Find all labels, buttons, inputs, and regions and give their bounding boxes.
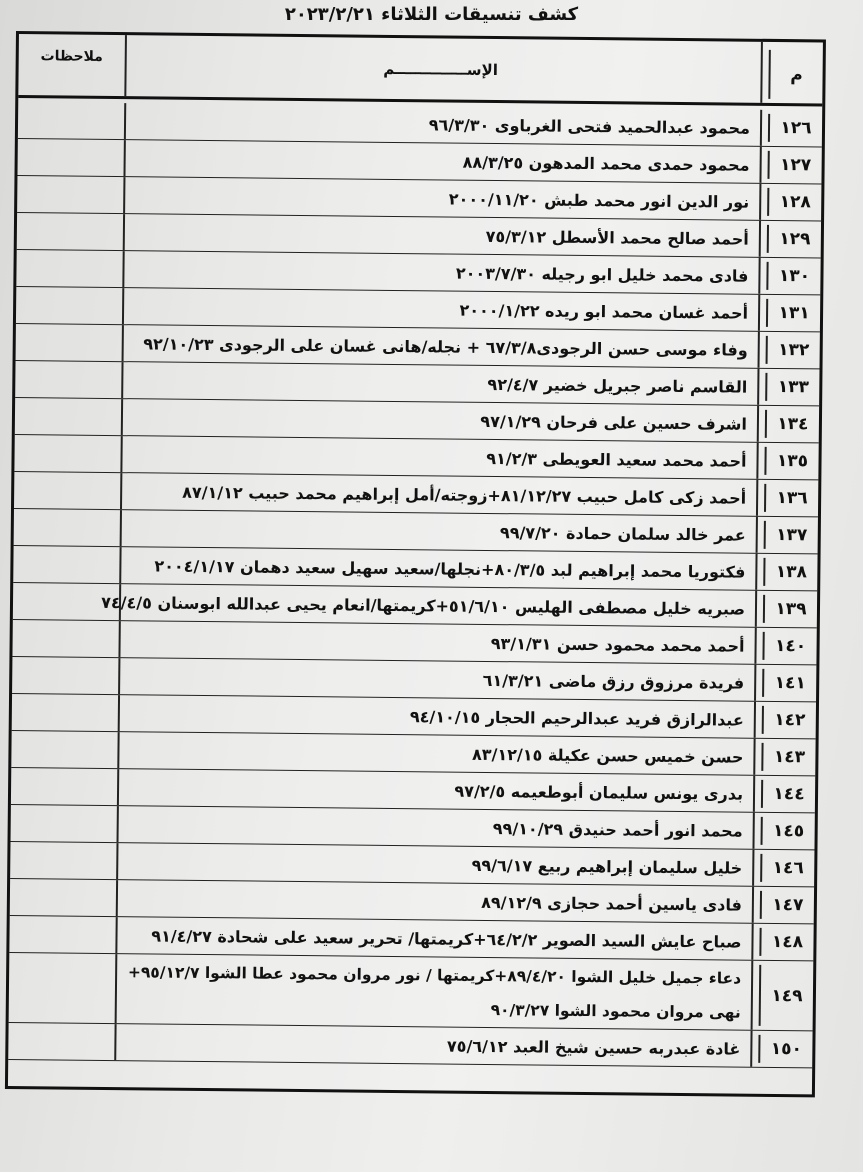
- row-notes-cell: [17, 139, 125, 176]
- header-number: م: [768, 50, 823, 100]
- row-name-cell: [101, 584, 757, 627]
- row-notes-cell: [10, 879, 118, 916]
- row-notes-cell: [14, 435, 122, 472]
- row-notes-cell: [16, 287, 124, 324]
- header-notes-cell: [18, 34, 127, 96]
- row-number-cell: [753, 924, 813, 961]
- row-name-cell: [121, 547, 757, 590]
- row-name: محمود حمدى محمد المدهون ٨٨/٣/٢٥: [462, 152, 750, 175]
- row-number-cell: [762, 110, 822, 147]
- header-name: الإســــــــــــــم: [383, 59, 499, 80]
- row-notes-cell: [11, 731, 119, 768]
- row-number-cell: [753, 961, 814, 1031]
- row-notes-cell: [16, 324, 124, 361]
- row-name-cell: [123, 362, 759, 405]
- row-notes-cell: [11, 805, 119, 842]
- table-header-row: [18, 34, 823, 106]
- row-number-cell: [759, 406, 819, 443]
- header-name-cell: [126, 35, 763, 103]
- row-name-cell: [119, 769, 755, 812]
- row-number: ١٣٨: [763, 558, 817, 587]
- row-name-cell: [122, 473, 758, 516]
- row-number: ١٢٧: [767, 151, 821, 180]
- row-name: أحمد زكى كامل حبيب ٨١/١٢/٢٧+زوجته/أمل إبراهيم محمد حبيب ٨٧/١/١٢: [182, 482, 747, 508]
- row-name-cell: [125, 140, 761, 183]
- row-notes-cell: [12, 657, 120, 694]
- row-name: فادى ياسين أحمد حجازى ٨٩/١٢/٩: [481, 892, 742, 915]
- row-name-cell: [126, 103, 762, 146]
- document-title: كشف تنسيقات الثلاثاء ٢٠٢٣/٢/٢١: [284, 4, 579, 25]
- row-notes-cell: [13, 546, 121, 583]
- row-notes-cell: [11, 768, 119, 805]
- row-notes-cell: [16, 250, 124, 287]
- row-number-cell: [754, 813, 814, 850]
- row-name: غادة عبدربه حسين شيخ العبد ٧٥/٦/١٢: [446, 1036, 741, 1059]
- row-number: ١٤٦: [760, 854, 814, 883]
- row-name-cell: [125, 214, 761, 257]
- row-name: القاسم ناصر جبريل خضير ٩٢/٤/٧: [487, 374, 748, 397]
- row-number-cell: [761, 221, 821, 258]
- row-notes-cell: [10, 842, 118, 879]
- row-number: ١٣١: [766, 299, 820, 328]
- row-number-cell: [756, 665, 816, 702]
- row-name: أحمد صالح محمد الأسطل ٧٥/٣/١٢: [485, 226, 749, 249]
- row-name-cell: [120, 658, 756, 701]
- row-number: ١٤٨: [759, 928, 813, 957]
- row-notes-cell: [17, 176, 125, 213]
- row-name-cell: [124, 288, 760, 331]
- row-name-cell: [122, 436, 758, 479]
- row-number: ١٣٣: [765, 373, 819, 402]
- row-number-cell: [756, 628, 816, 665]
- row-name-cell: [119, 806, 755, 849]
- row-number-cell: [752, 1031, 812, 1068]
- row-number: ١٢٩: [767, 225, 821, 254]
- row-name-cell: [117, 954, 754, 1030]
- row-notes-cell: [17, 213, 125, 250]
- row-name: عبدالرازق فريد عبدالرحيم الحجار ٩٤/١٠/١٥: [409, 706, 744, 730]
- row-name: صبريه خليل مصطفى الهليس ٥١/٦/١٠+كريمتها/انعام يحيى عبدالله ابوسنان ٧٤/٤/٥: [101, 592, 746, 619]
- row-name-cell: [123, 399, 759, 442]
- row-name: أحمد غسان محمد ابو ريده ٢٠٠٠/١/٢٢: [459, 300, 749, 323]
- row-number: ١٤٤: [761, 780, 815, 809]
- row-number-cell: [759, 369, 819, 406]
- row-name: بدرى يونس سليمان أبوطعيمه ٩٧/٢/٥: [454, 781, 744, 804]
- row-notes-cell: [15, 398, 123, 435]
- row-number-cell: [758, 517, 818, 554]
- row-name-cell: [120, 621, 756, 664]
- row-notes-cell: [12, 694, 120, 731]
- row-number: ١٣٥: [764, 447, 818, 476]
- row-name-cell: [120, 695, 756, 738]
- row-name: فريدة مرزوق رزق ماضى ٦١/٣/٢١: [482, 670, 745, 693]
- row-notes-cell: [14, 472, 122, 509]
- row-notes-cell: [9, 916, 117, 953]
- row-name: حسن خميس حسن عكيلة ٨٣/١٢/١٥: [471, 744, 744, 767]
- row-name-cell: [119, 732, 755, 775]
- row-number: ١٢٨: [767, 188, 821, 217]
- row-number-cell: [755, 776, 815, 813]
- row-number-cell: [757, 554, 817, 591]
- row-number: ١٣٧: [764, 521, 818, 550]
- row-number: ١٥٠: [758, 1035, 812, 1064]
- row-name: خليل سليمان إبراهيم ربيع ٩٩/٦/١٧: [471, 855, 743, 878]
- row-number-cell: [760, 295, 820, 332]
- row-number: ١٣٤: [765, 410, 819, 439]
- row-number: ١٣٠: [766, 262, 820, 291]
- row-notes-cell: [9, 953, 118, 1023]
- row-number-cell: [758, 443, 818, 480]
- row-number: ١٣٦: [764, 484, 818, 513]
- row-name: أحمد محمد محمود حسن ٩٣/١/٣١: [490, 633, 745, 656]
- row-number-cell: [754, 887, 814, 924]
- header-notes: ملاحظات: [40, 48, 103, 65]
- row-number: ١٤٧: [760, 891, 814, 920]
- names-table: [5, 31, 826, 1097]
- row-number-cell: [760, 332, 820, 369]
- row-number: ١٤٢: [762, 706, 816, 735]
- row-number: ١٤٥: [761, 817, 815, 846]
- table-row: [8, 1023, 812, 1068]
- row-number: ١٣٢: [766, 336, 820, 365]
- row-name: وفاء موسى حسن الرجودى٦٧/٣/٨ + نجله/هانى غسان على الرجودى ٩٢/١٠/٢٣: [143, 333, 748, 360]
- row-number-cell: [760, 258, 820, 295]
- row-number-cell: [757, 591, 817, 628]
- row-name: نور الدين انور محمد طبش ٢٠٠٠/١١/٢٠: [448, 189, 750, 212]
- row-name: محمد انور أحمد حنيدق ٩٩/١٠/٢٩: [492, 818, 743, 841]
- row-notes-cell: [8, 1023, 116, 1060]
- row-name: فادى محمد خليل ابو رجيله ٢٠٠٣/٧/٣٠: [455, 263, 749, 286]
- row-number-cell: [756, 702, 816, 739]
- row-number: ١٢٦: [768, 114, 822, 143]
- row-number: ١٣٩: [763, 595, 817, 624]
- row-name: اشرف حسين على فرحان ٩٧/١/٢٩: [480, 411, 748, 434]
- row-number-cell: [755, 739, 815, 776]
- row-name: دعاء جميل خليل الشوا ٨٩/٤/٢٠+كريمتها / نور مروان محمود عطا الشوا ٩٥/١٢/٧+ نهى مروان محمود الشوا ٩٠/٣/٢٧: [127, 962, 742, 1022]
- row-name: أحمد محمد سعيد العويطى ٩١/٢/٣: [486, 448, 747, 471]
- row-notes-cell: [15, 361, 123, 398]
- row-number: ١٤١: [762, 669, 816, 698]
- row-name-cell: [118, 843, 754, 886]
- row-name: صباح عايش السيد الصوير ٦٤/٢/٢+كريمتها/ تحرير سعيد على شحادة ٩١/٤/٢٧: [151, 925, 742, 952]
- row-notes-cell: [14, 509, 122, 546]
- row-number-cell: [754, 850, 814, 887]
- row-name: فكتوريا محمد إبراهيم لبد ٨٠/٣/٥+نجلها/سعيد سهيل سعيد دهمان ٢٠٠٤/١/١٧: [154, 555, 746, 582]
- row-name-cell: [124, 325, 760, 368]
- row-name: عمر خالد سلمان حمادة ٩٩/٧/٢٠: [499, 522, 746, 545]
- row-number-cell: [758, 480, 818, 517]
- row-notes-cell: [18, 102, 126, 139]
- table-row: [9, 953, 814, 1031]
- row-name-cell: [124, 251, 760, 294]
- row-number-cell: [761, 184, 821, 221]
- row-number: ١٤٠: [762, 632, 816, 661]
- row-name-cell: [122, 510, 758, 553]
- row-number: ١٤٣: [761, 743, 815, 772]
- row-number: ١٤٩: [759, 965, 814, 1027]
- row-name-cell: [118, 880, 754, 923]
- row-name-cell: [117, 917, 753, 960]
- row-notes-cell: [12, 620, 120, 657]
- row-name: محمود عبدالحميد فتحى الغرباوى ٩٦/٣/٣٠: [428, 114, 751, 138]
- row-name-cell: [125, 177, 761, 220]
- row-number-cell: [761, 147, 821, 184]
- header-number-cell: [762, 42, 823, 104]
- row-name-cell: [116, 1024, 752, 1067]
